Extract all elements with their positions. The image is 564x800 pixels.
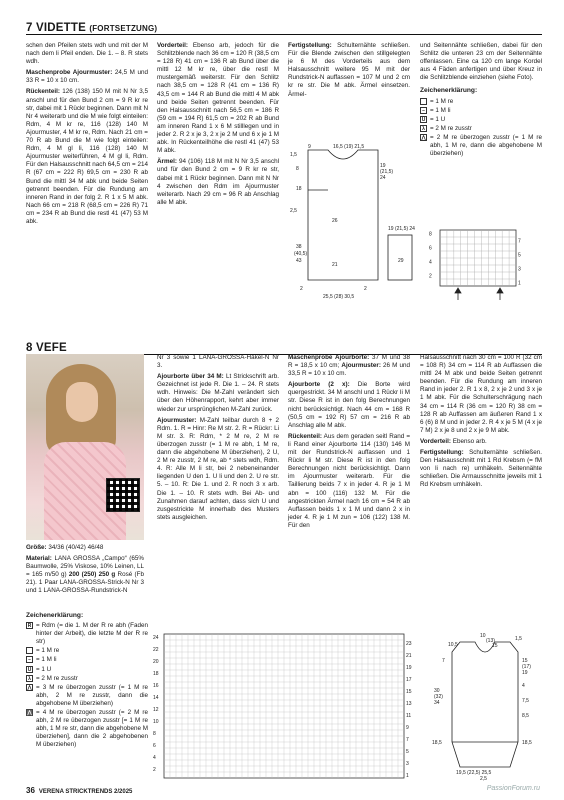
paragraph: Maschenprobe Ajourborte: 37 M und 38 R = 18,5 x 10 cm; Ajourmuster: 26 M und 33,5 R = 10 x 10 cm. [288,354,410,378]
svg-text:2: 2 [300,286,303,292]
paragraph: Nr 3 sowie 1 LANA-GROSSA-Häkel-N Nr 3. [157,354,279,370]
section-header-7 [26,22,542,35]
legend-item: U = 1 U [421,115,446,123]
chart-row-number: 4 [153,754,156,761]
chart-row-number: 7 [518,238,521,245]
legend-title: Zeichenerklärung: [420,87,478,95]
text-column-1 [26,42,148,229]
chart-row-number: 14 [153,694,159,701]
svg-text:19: 19 [522,670,528,676]
svg-text:19: 19 [380,163,386,169]
legend-item: λ = 2 M re zusstr [26,675,148,683]
paragraph: Vorderteil: Ebenso arb, jedoch für die Schlitzblende nach 36 cm = 120 R (38,5 cm = 128 R) 41 cm = 136 R ab Bund über die mittl 12 M kr re, über die restl M mustergemäß weiterstr. Für den Schlitz nach 38,5 cm = 128 R (41 cm = 136 R) 43,5 cm = 144 R ab Bund die mittl 4 M abk und beide Seiten getrennt beenden. Für den Halsausschnitt nach 56,5 cm = 186 R (59 cm = 194 R) 61,5 cm = 202 R ab Bund am inneren Rand 1 x 6 M stilllegen und in jeder 2. R 2 x je 3, 2 x je 2 M und 6 x je 1 M abk. In Rückenteilhöhe die restl 41 (47) 53 M abk. [157,42,279,155]
svg-text:43: 43 [296,258,302,264]
paragraph: schen den Pfeilen stets wdh und mit der M nach dem li Pfeil enden. Die 1. – 8. R stets wdh. [26,42,148,66]
svg-text:18,5: 18,5 [432,740,442,746]
chart-row-number: 9 [406,724,409,731]
legend-item: λ = 2 M re zusstr [420,125,542,133]
svg-text:(40,5): (40,5) [294,251,308,257]
svg-text:8: 8 [296,166,299,172]
chart-row-number: 2 [153,766,156,773]
chart-row-number: 23 [406,640,412,647]
svg-text:24: 24 [380,175,386,181]
chart-row-number: 17 [406,676,412,683]
text-column-8d [420,354,542,493]
chart-row-number: 10 [153,718,159,725]
svg-text:7: 7 [442,658,445,664]
svg-text:9: 9 [308,144,311,150]
chart-row-number: 20 [153,658,159,665]
watermark: PassionForum.ru [486,785,540,792]
qr-code [106,478,140,512]
text-column-8c [288,354,410,533]
svg-text:29: 29 [398,258,404,264]
knitting-chart-7 [428,228,540,303]
svg-text:19 (21,5) 24: 19 (21,5) 24 [388,226,415,232]
text-column-8b [157,354,279,525]
paragraph: Maschenprobe Ajourmuster: 24,5 M und 33 R = 10 x 10 cm. [26,69,148,85]
svg-text:15: 15 [492,643,498,649]
legend-item: = 1 M re [420,98,542,106]
text-column-3 [288,42,410,102]
paragraph: und Seitennähte schließen, dabei für den Schlitz die unteren 23 cm der Seitennähte offenlassen. Eine ca 120 cm lange Kordel aus 4 Fäden anfertigen und über Kreuz in die Schlitzblende einziehen (siehe Foto). [420,42,542,82]
garment-schematic-7 [288,140,416,305]
paragraph: Fertigstellung: Schulternähte schließen. Für die Blende zwischen den stillgelegten je 6 M des Vorderteils aus dem Halsausschnitt weitere 95 M mit der Rundstrick-N auffassen = 107 M und 2 cm kr re str. Die M abk. Ärmel einsetzen. Ärmel- [288,42,410,98]
svg-text:1,5: 1,5 [515,636,522,642]
chart-row-number: 7 [406,736,409,743]
svg-text:2: 2 [364,286,367,292]
paragraph: Ärmel: 94 (106) 118 M mit N Nr 3,5 anschl und für den Bund 2 cm = 9 R kr re str, dabei mit 1 Rückr beginnen. Dann mit N Nr 4 zwischen den Rdm im Ajourmuster weiterarb. Nach 29 cm = 96 R ab Anschlag alle M abk. [157,158,279,206]
svg-text:21: 21 [332,262,338,268]
legend-title: Zeichenerklärung: [26,612,84,619]
chart-row-number: 6 [429,245,432,252]
chart-row-number: 5 [518,252,521,259]
text-column-2 [157,42,279,210]
svg-text:38: 38 [296,244,302,250]
knitting-chart-8 [152,632,422,782]
svg-text:2,5: 2,5 [480,776,487,782]
chart-row-number: 18 [153,670,159,677]
svg-text:34: 34 [434,700,440,706]
svg-text:16,5 (19) 21,5: 16,5 (19) 21,5 [333,144,365,150]
page-number: 36 [26,786,35,795]
chart-row-number: 16 [153,682,159,689]
legend-item: = 1 M re [26,647,148,655]
size-material-block [26,544,144,599]
chart-row-number: 3 [406,760,409,767]
chart-row-number: 2 [429,273,432,280]
svg-text:1,5: 1,5 [290,152,297,158]
chart-row-number: 5 [406,748,409,755]
garment-schematic-8 [430,632,542,782]
chart-row-number: 4 [429,259,432,266]
chart-row-number: 3 [518,266,521,273]
paragraph: Fertigstellung: Schulternähte schließen. Den Halsausschnitt mit 1 Rd Krebsm (= fM von li nach re) umhäkeln. Seitennähte schließen. Die Armausschnitte jeweils mit 1 Rd Krebsm umhäkeln. [420,449,542,489]
paragraph: Ajourborte (2 x): Die Borte wird quergestrickt. 34 M anschl und 1 Rückr li M str. Diese R ist in den folg Berechnungen nicht berücksichtigt. Nach 44 cm = 168 R (50,5 cm = 192 R) 57 cm = 216 R ab Anschlag alle M abk. [288,381,410,429]
chart-row-number: 15 [406,688,412,695]
svg-text:18: 18 [296,186,302,192]
size-info: Größe: 34/36 (40/42) 46/48 [26,544,104,551]
svg-text:8,5: 8,5 [522,713,529,719]
model-photo [26,354,144,540]
magazine-name: VERENA STRICKTRENDS 2/2025 [38,789,133,795]
chart-row-number: 1 [518,280,521,287]
legend-item: – = 1 M li [420,107,542,115]
svg-text:15: 15 [522,658,528,664]
text-column-4 [420,42,542,159]
svg-text:(32): (32) [434,694,443,700]
chart-row-number: 24 [153,634,159,641]
paragraph: Ajourborte über 34 M: Lt Strickschrift arb. Gezeichnet ist jede R. Die 1. – 24. R stets wdh. Hinweis: Die M-Zahl verändert sich über den Höhenrapport, kehrt aber immer wieder zur ursprünglichen M-Zahl zurück. [157,373,279,413]
svg-text:2,5: 2,5 [290,208,297,214]
svg-text:(17): (17) [522,664,531,670]
svg-text:10: 10 [480,633,486,639]
chart-row-number: 21 [406,652,412,659]
chart-row-number: 11 [406,712,412,719]
legend-item: R = Rdm (= die 1. M der R re abh (Faden hinter der Arbeit), die letzte M der R re str) [27,622,148,646]
legend-item: ⋀ = 3 M re überzogen zusstr (= 1 M re abh, 2 M re zusstr, dann die abgehobene M überziehen) [27,683,148,707]
svg-text:10,5: 10,5 [448,642,458,648]
chart-row-number: 6 [153,742,156,749]
paragraph: Ajourmuster: M-Zahl teilbar durch 8 + 2 Rdm. 1. R = Hinr: Re M str. 2. R = Rückr: Li M str. 3. R: Rdm, * 2 M re, 2 M re überzogen zusstr (= 1 M re abh, 1 M re, dann die abgehobene M überziehen), 2 U, 2 M re zusstr, 2 M re, ab * stets wdh, Rdm. 4. R: Alle M li str, bei 2 nebeneinander liegenden U den 1. U li und den 2. U re str. 5. – 10. R: Die 1. und 2. R noch 3 x arb. Die 1. – 10. R stets wdh. Bei Ab- und Zunahmen darauf achten, dass sich U und zusgestrickte M innerhalb des Musters stets ausgleichen. [157,416,279,521]
svg-text:(21,5): (21,5) [380,169,394,175]
legend-8 [26,612,148,751]
chart-row-number: 1 [406,772,409,779]
paragraph: Rückenteil: Aus dem geraden seitl Rand = li Rand einer Ajourborte 114 (130) 146 M mit der Rundstrick-N auffassen und 1 Rückr li M str. Diese R ist in den folg Berechnungen nicht berücksichtigt. Dann im Ajourmuster weiterarb. Für die Taillierung beids 7 x in jeder 4. R je 1 M abn = 100 (116) 132 M. Für die angestrickten Ärmel nach 16 cm = 54 R ab Auffassen beids 1 x 1 M und dann 2 x in jeder 4. R je 1 M zun = 106 (122) 138 M. Für den [288,432,410,529]
svg-text:30: 30 [434,688,440,694]
svg-text:19,5 (22,5) 25,5: 19,5 (22,5) 25,5 [456,770,492,776]
svg-text:25,5 (28) 30,5: 25,5 (28) 30,5 [323,294,355,300]
chart-row-number: 12 [153,706,159,713]
svg-text:7,5: 7,5 [522,698,529,704]
material-info: Material: LANA GROSSA „Campo“ (65% Baumwolle, 25% Viskose, 10% Leinen, LL = 165 m/50 g) 200 (250) 250 g Rosé (Fb 21). 1 Paar LANA-GROSSA-Strick-N Nr 3 und 1 LANA-GROSSA-Rundstrick-N [26,555,144,595]
svg-text:(13): (13) [486,638,495,644]
paragraph: Rückenteil: 126 (138) 150 M mit N Nr 3,5 anschl und für den Bund 2 cm = 9 R kr re str, dabei mit 1 Rückr beginnen. Dann mit N Nr 4 weiterarb und die M wie folgt einteilen: Rdm, 4 M kr re, 116 (128) 140 M Ajourmuster, 4 M kr re, Rdm. Nach 21 cm = 70 R ab Bund die M wie folgt einteilen: Rdm, 4 M gl li, 116 (128) 140 M Ajourmuster weiterführen, 4 M gl li, Rdm. Für den Halsausschnitt nach 64,5 cm = 214 R (67 cm = 222 R) 69,5 cm = 230 R ab Bund die mittl 34 M abk und beide Seiten getrennt beenden. Für die Rundung am inneren Rand in der folg 2. R 1 x 5 M abk. Nach 66 cm = 218 R (68,5 cm = 226 R) 71 cm = 234 R ab Bund die restl 41 (47) 53 M abk. [26,88,148,225]
chart-row-number: 8 [429,231,432,238]
legend-item: – = 1 M li [26,656,148,664]
svg-text:4: 4 [522,683,525,689]
page-footer [26,786,132,795]
chart-row-number: 19 [406,664,412,671]
svg-text:26: 26 [332,218,338,224]
legend-item: U = 1 U [27,665,52,673]
section-title-7: 7 VIDETTE (FORTSETZUNG) [26,22,158,34]
chart-row-number: 13 [406,700,412,707]
section-title-8: 8 VEFE [26,342,67,354]
legend-item: ⋀ = 4 M re überzogen zusstr (= 2 M re abh, 2 M re überzogen zusstr [= 1 M re abh, 1 M re str, dann die abgehobene M überziehen], dann die 2 abgehobenen M überziehen) [27,709,148,749]
legend-item: ⋀ = 2 M re überzogen zusstr (= 1 M re abh, 1 M re, dann die abgehobene M überziehen) [421,133,542,158]
svg-text:18,5: 18,5 [522,740,532,746]
paragraph: Vorderteil: Ebenso arb. [420,437,487,445]
chart-row-number: 22 [153,646,159,653]
paragraph: Halsausschnitt nach 30 cm = 100 R (32 cm = 108 R) 34 cm = 114 R ab Auffassen die mittl 24 M abk und beide Seiten getrennt beenden. Für die Rundung am inneren Rand in jeder 2. R 1 x 8, 2 x je 2 und 3 x je 1 M abk. Für die Schulterschrägung nach 34 cm = 114 R (36 cm = 120 R) 38 cm = 128 R ab Auffassen am äußeren Rand 1 x 6 (6) 8 M und in jeder 2. R 4 x je 5 M (4 x je 7 M) 2 x je 8 und 2 x je 9 M abk. [420,354,542,434]
chart-row-number: 8 [153,730,156,737]
